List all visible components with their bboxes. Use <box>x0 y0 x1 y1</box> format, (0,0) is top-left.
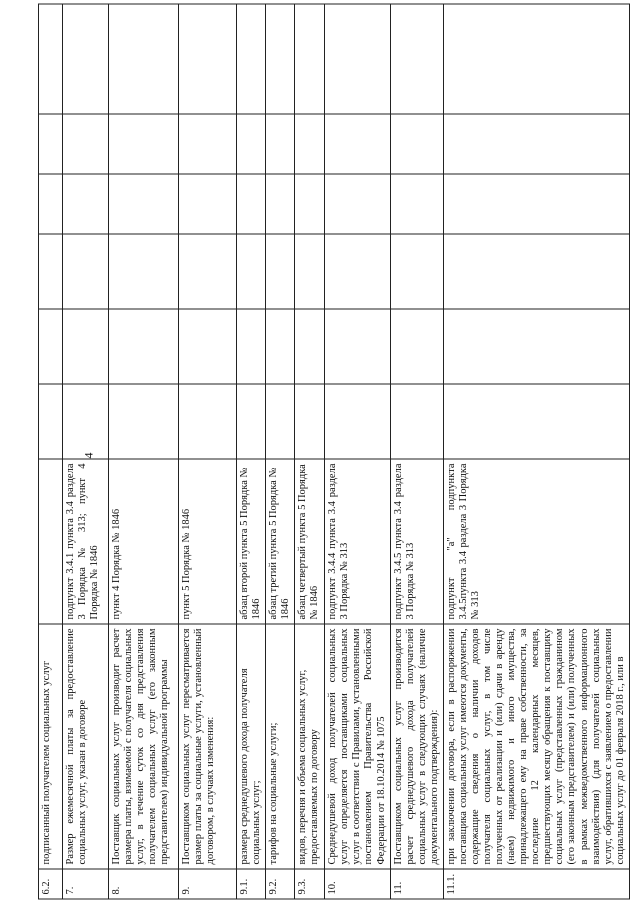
answer-cell <box>179 309 237 384</box>
answer-cell <box>390 234 443 309</box>
answer-cell <box>295 114 325 174</box>
row-number: 8. <box>109 869 179 899</box>
answer-cell <box>325 174 390 234</box>
requirement-cell: подписанный получателем социальных услуг <box>39 624 63 869</box>
answer-cell <box>443 4 629 114</box>
answer-cell <box>63 234 109 309</box>
requirement-cell: при заключении договора, если в распоряжении поставщика социальных услуг имеются документы, содержащие сведения о наличии доходов получателя социальных услуг, в том числе полученных от реализации и (или) сдачи в аренду (наем) недвижимого и иного имущества, принадлежащего ему на праве собственности, за последние 12 календарных месяцев, предшествующих месяцу обращения к поставщику социальных услуг (представленных гражданином (его законным представителем) и (или) полученных в рамках межведомственного информационного взаимодействия) (для получателей социальных услуг, обратившихся с заявлением о предоставлении социальных услуг до 01 февраля 2018 г., или в <box>443 624 629 869</box>
answer-cell <box>390 384 443 459</box>
answer-cell <box>390 309 443 384</box>
answer-cell <box>390 114 443 174</box>
answer-cell <box>325 234 390 309</box>
table-row <box>443 4 629 899</box>
row-number: 10. <box>325 869 390 899</box>
answer-cell <box>63 309 109 384</box>
requirement-cell: Поставщиком социальных услуг пересматривается размер платы за социальные услуги, установленный договором, в случаях изменения: <box>179 624 237 869</box>
table-row <box>325 4 390 899</box>
answer-cell <box>390 4 443 114</box>
answer-cell <box>295 309 325 384</box>
answer-cell <box>390 174 443 234</box>
answer-cell <box>237 114 266 174</box>
answer-cell <box>109 4 179 114</box>
answer-cell <box>266 4 295 114</box>
answer-cell <box>443 234 629 309</box>
answer-cell <box>325 384 390 459</box>
reference-cell: пункт 4 Порядка № 1846 <box>109 459 179 624</box>
answer-cell <box>179 384 237 459</box>
answer-cell <box>109 384 179 459</box>
answer-cell <box>325 309 390 384</box>
table-row <box>266 4 295 899</box>
reference-cell: подпункт 3.4.4 пункта 3.4 раздела 3 Порядка № 313 <box>325 459 390 624</box>
answer-cell <box>63 114 109 174</box>
requirement-cell: Поставщик социальных услуг производит расчет размера платы, взимаемой с получателя социальных услуг, в течение суток со дня представления получателем социальных услуг (его законным представителем) индивидуальной программы <box>109 624 179 869</box>
answer-cell <box>266 114 295 174</box>
requirement-cell: Размер ежемесячной платы за предоставление социальных услуг, указан в договоре <box>63 624 109 869</box>
table-row <box>295 4 325 899</box>
answer-cell <box>237 4 266 114</box>
reference-cell: пункт 5 Порядка № 1846 <box>179 459 237 624</box>
answer-cell <box>109 234 179 309</box>
answer-cell <box>266 234 295 309</box>
answer-cell <box>179 234 237 309</box>
answer-cell <box>266 384 295 459</box>
reference-cell <box>39 459 63 624</box>
answer-cell <box>63 4 109 114</box>
answer-cell <box>179 174 237 234</box>
answer-cell <box>295 174 325 234</box>
reference-cell: абзац третий пункта 5 Порядка № 1846 <box>266 459 295 624</box>
requirement-cell: Поставщиком социальных услуг производится расчет среднедушевого дохода получателей социальных услуг в следующих случаях (наличие документального подтверждения): <box>390 624 443 869</box>
answer-cell <box>179 4 237 114</box>
answer-cell <box>179 114 237 174</box>
answer-cell <box>39 234 63 309</box>
reference-cell: абзац четвертый пункта 5 Порядка № 1846 <box>295 459 325 624</box>
answer-cell <box>325 4 390 114</box>
row-number: 9.1. <box>237 869 266 899</box>
reference-cell: подпункт 3.4.1 пункта 3.4 раздела 3 Порядка № 313; пункт 4 Порядка № 1846 <box>63 459 109 624</box>
answer-cell <box>237 174 266 234</box>
reference-cell: абзац второй пункта 5 Порядка № 1846 <box>237 459 266 624</box>
table-row <box>109 4 179 899</box>
answer-cell <box>237 309 266 384</box>
answer-cell <box>39 384 63 459</box>
table-row <box>39 4 63 899</box>
inspection-checklist-table <box>38 4 630 900</box>
row-number: 9.2. <box>266 869 295 899</box>
answer-cell <box>237 234 266 309</box>
requirement-cell: видов, перечня и объема социальных услуг, предоставляемых по договору <box>295 624 325 869</box>
page-number: 4 <box>81 452 96 459</box>
answer-cell <box>39 174 63 234</box>
row-number: 9. <box>179 869 237 899</box>
answer-cell <box>325 114 390 174</box>
table-row <box>237 4 266 899</box>
answer-cell <box>109 309 179 384</box>
row-number: 11. <box>390 869 443 899</box>
answer-cell <box>63 174 109 234</box>
row-number: 11.1. <box>443 869 629 899</box>
requirement-cell: размера среднедушевого дохода получателя социальных услуг; <box>237 624 266 869</box>
answer-cell <box>109 174 179 234</box>
answer-cell <box>443 309 629 384</box>
table-row <box>390 4 443 899</box>
answer-cell <box>295 4 325 114</box>
answer-cell <box>39 309 63 384</box>
answer-cell <box>266 174 295 234</box>
reference-cell: подпункт "а" подпункта 3.4.5пункта 3.4 раздела 3 Порядка № 313 <box>443 459 629 624</box>
table-row <box>179 4 237 899</box>
row-number: 9.3. <box>295 869 325 899</box>
row-number: 6.2. <box>39 869 63 899</box>
answer-cell <box>237 384 266 459</box>
answer-cell <box>443 174 629 234</box>
answer-cell <box>39 114 63 174</box>
row-number: 7. <box>63 869 109 899</box>
document-sheet <box>38 5 626 900</box>
answer-cell <box>443 114 629 174</box>
answer-cell <box>295 384 325 459</box>
requirement-cell: Среднедушевой доход получателей социальных услуг определяется поставщиками социальных услуг в соответствии с Правилами, установленными постановлением Правительства Российской Федерации от 18.10.2014 № 1075 <box>325 624 390 869</box>
answer-cell <box>39 4 63 114</box>
answer-cell <box>443 384 629 459</box>
answer-cell <box>109 114 179 174</box>
answer-cell <box>63 384 109 459</box>
requirement-cell: тарифов на социальные услуги; <box>266 624 295 869</box>
table-row <box>63 4 109 899</box>
reference-cell: подпункт 3.4.5 пункта 3.4 раздела 3 Порядка № 313 <box>390 459 443 624</box>
answer-cell <box>266 309 295 384</box>
answer-cell <box>295 234 325 309</box>
